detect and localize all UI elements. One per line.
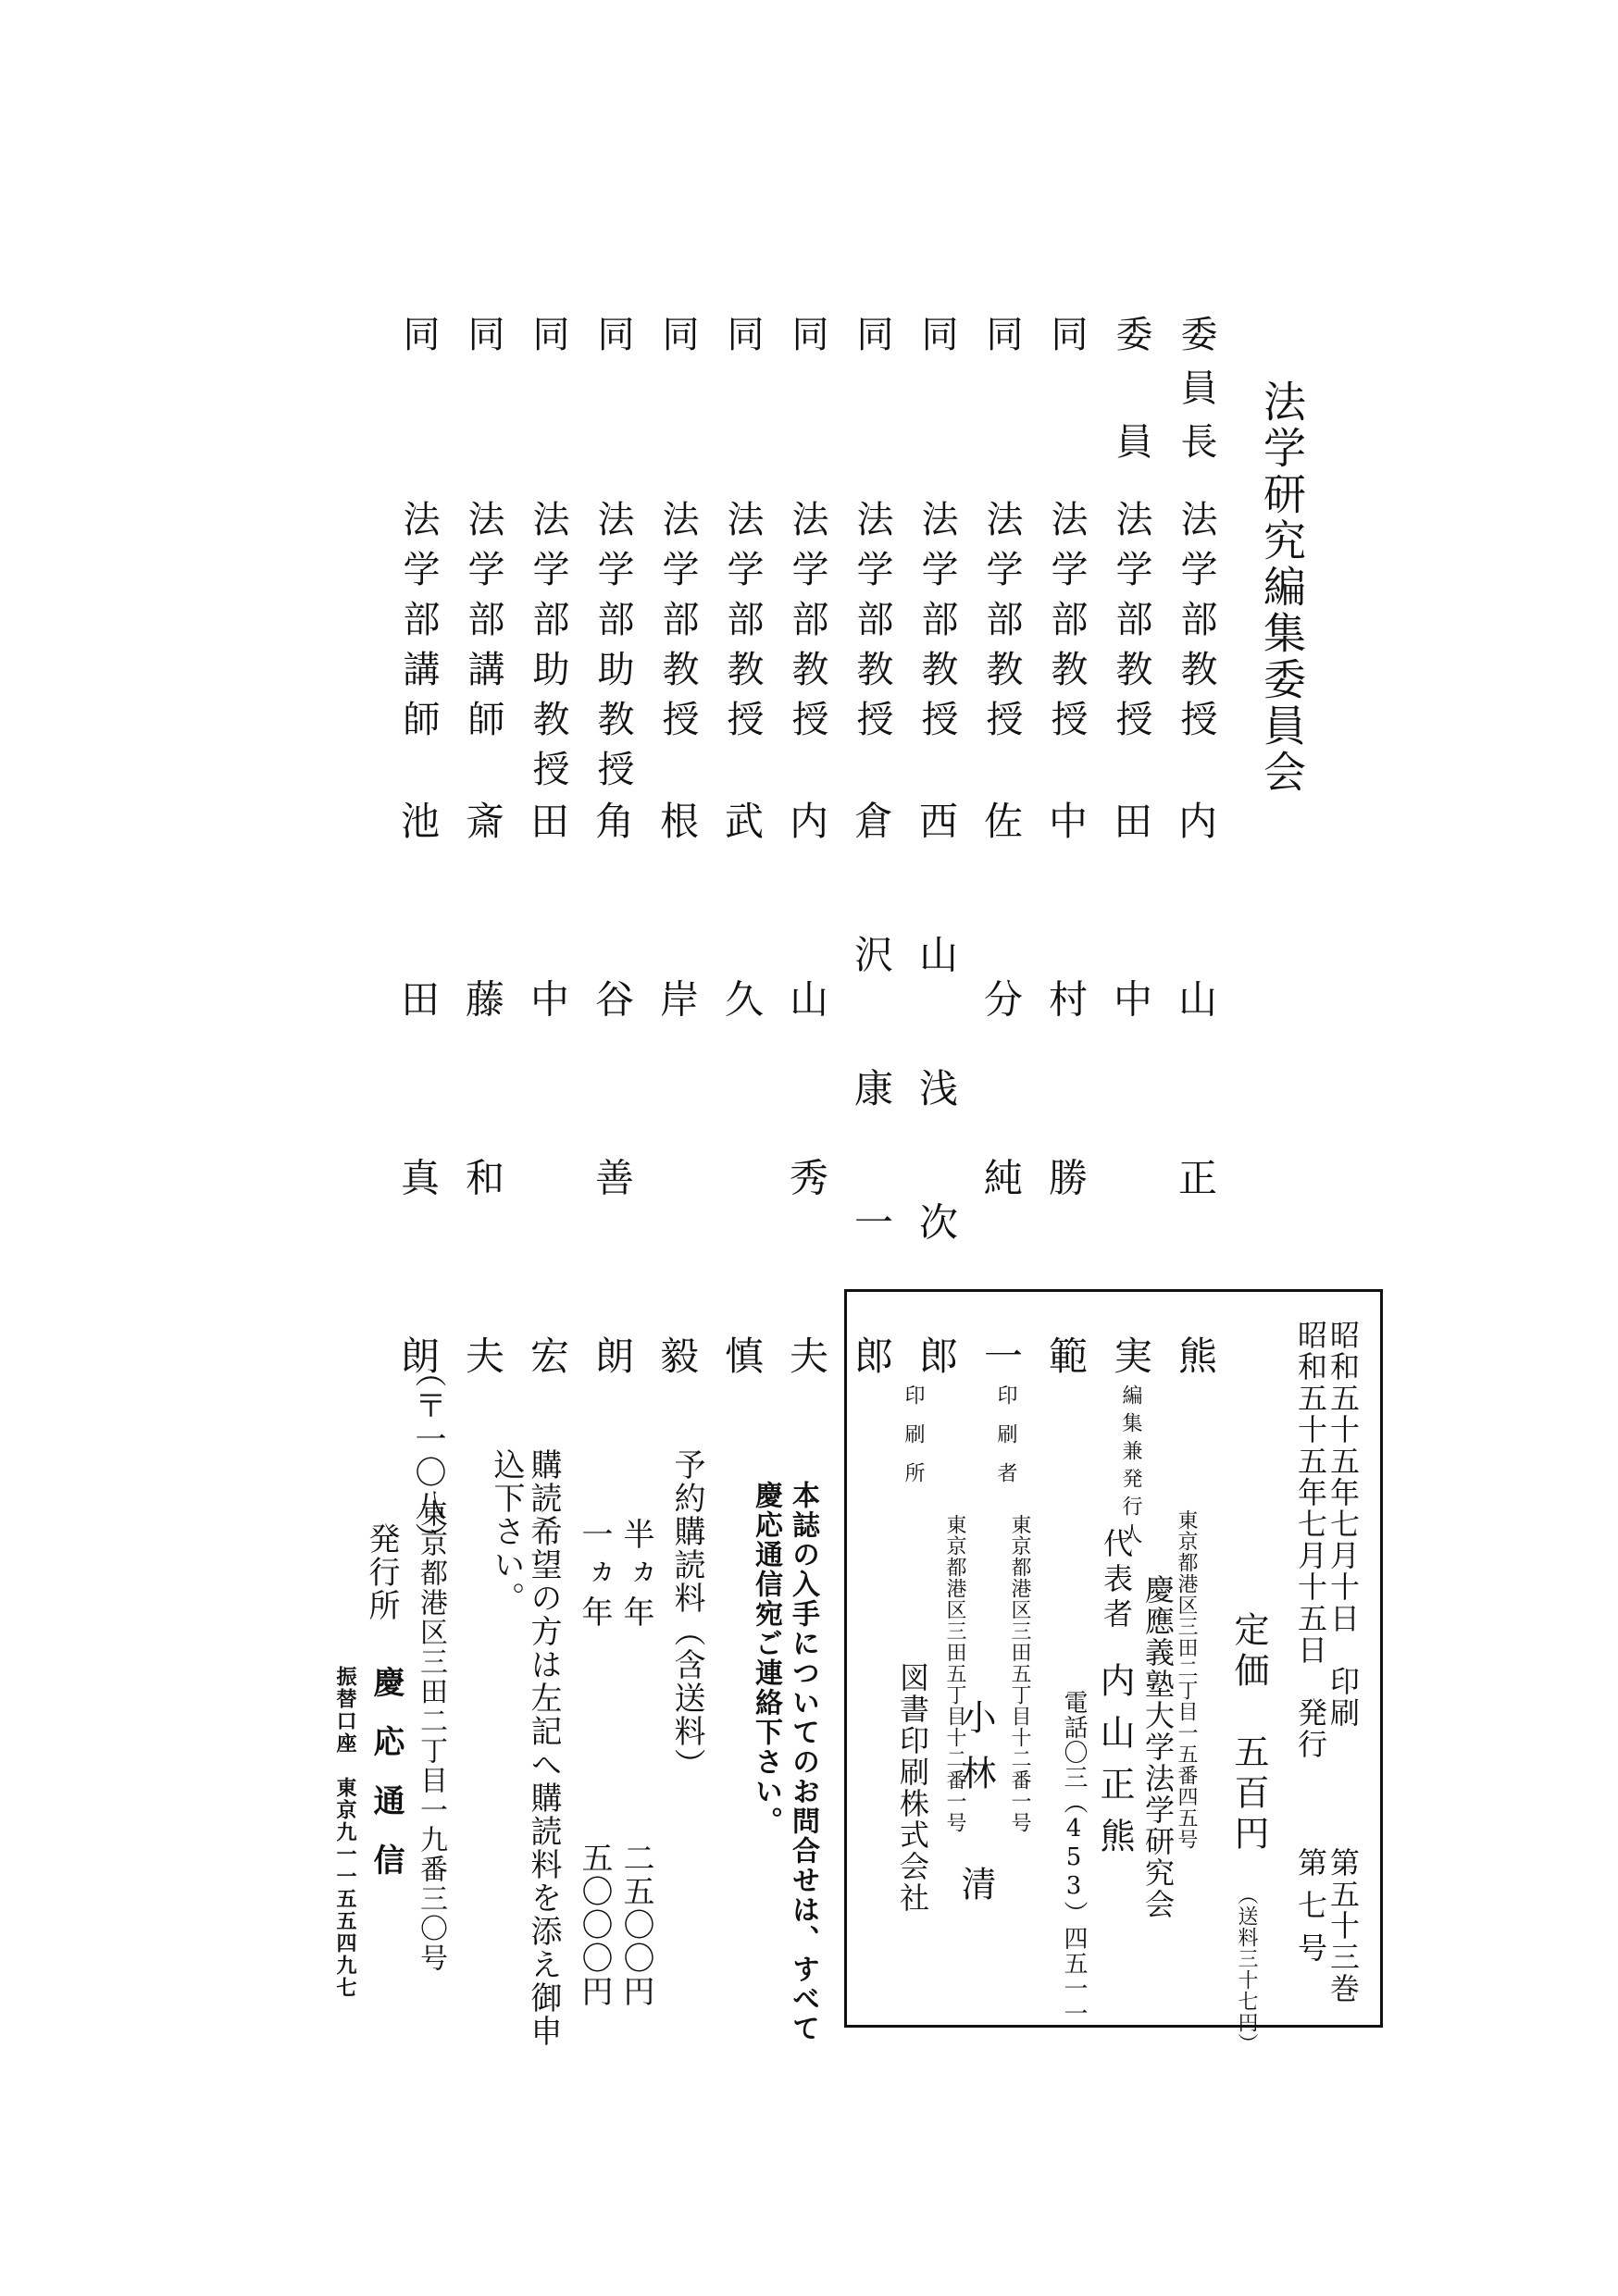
committee-member bbox=[455, 315, 520, 1374]
member-role: 同 bbox=[1045, 315, 1088, 368]
subscription-instructions-line1: 購読希望の方は左記へ購読料を添え御申 bbox=[525, 1448, 562, 2048]
member-position: 法学部教授 bbox=[1175, 500, 1217, 750]
publish-date: 昭和五十五年七月十五日 発行 bbox=[1293, 1320, 1328, 1760]
committee-member bbox=[650, 315, 715, 1374]
member-name: 池田真朗 bbox=[395, 800, 441, 1374]
publisher-name: 慶応通信 bbox=[367, 1666, 404, 1903]
member-role: 同 bbox=[915, 315, 958, 368]
member-position: 法学部助教授 bbox=[591, 500, 634, 800]
member-position: 法学部教授 bbox=[786, 500, 828, 750]
member-role: 委員長 bbox=[1175, 315, 1217, 476]
print-shop-name: 図書印刷株式会社 bbox=[895, 1662, 930, 1914]
committee-title: 法学研究編集委員会 bbox=[1257, 379, 1307, 796]
shipping-fee: （送料三十七円） bbox=[1235, 1884, 1258, 2054]
member-role: 同 bbox=[721, 315, 764, 368]
member-name: 角谷善朗 bbox=[590, 800, 635, 1374]
print-shop-address: 東京都港区三田五丁目十二番一号 bbox=[943, 1514, 966, 1833]
subscription-instructions-line2: 込下さい。 bbox=[488, 1448, 525, 1615]
committee-member bbox=[585, 315, 650, 1374]
member-position: 法学部教授 bbox=[851, 500, 893, 750]
phone-number: 電話〇三（453）四五一一 bbox=[1060, 1690, 1088, 2026]
member-role: 同 bbox=[656, 315, 699, 368]
member-position: 法学部助教授 bbox=[527, 500, 569, 800]
member-position: 法学部講師 bbox=[397, 500, 440, 750]
member-name: 中村勝範 bbox=[1043, 800, 1089, 1374]
publisher-label: 発行所 bbox=[363, 1522, 400, 1622]
member-name: 田中 宏 bbox=[525, 800, 570, 1374]
representative-label: 代表者 bbox=[1099, 1528, 1134, 1633]
volume-number: 第五十三巻 bbox=[1326, 1847, 1361, 2004]
member-name: 内山正熊 bbox=[1173, 800, 1218, 1374]
committee-member bbox=[715, 315, 779, 1374]
inquiry-notice-line1: 本誌の入手についてのお問合せは、すべて bbox=[787, 1481, 819, 2043]
committee-member bbox=[391, 315, 455, 1374]
printer-name: 小林 清 bbox=[955, 1699, 996, 1921]
issue-number: 第七号 bbox=[1293, 1847, 1328, 1975]
printer-address: 東京都港区三田五丁目十二番一号 bbox=[1008, 1514, 1031, 1833]
committee-member bbox=[779, 315, 844, 1374]
member-role: 同 bbox=[980, 315, 1023, 368]
bank-account: 振替口座 東京九一一五五四九七 bbox=[333, 1666, 357, 1999]
inquiry-notice-line2: 慶応通信宛ご連絡下さい。 bbox=[750, 1481, 782, 1836]
member-name: 武久 慎 bbox=[719, 800, 765, 1374]
member-position: 法学部教授 bbox=[915, 500, 958, 750]
member-role: 同 bbox=[462, 315, 504, 368]
committee-member bbox=[909, 315, 974, 1374]
printer-label: 印刷者 bbox=[994, 1384, 1017, 1501]
member-name: 田中 実 bbox=[1108, 800, 1153, 1374]
colophon-box bbox=[844, 1289, 1383, 2054]
committee-member bbox=[1039, 315, 1103, 1374]
half-year-label: 半ヵ年 bbox=[617, 1518, 654, 1634]
member-role: 同 bbox=[786, 315, 828, 368]
member-name: 倉沢康一郎 bbox=[849, 800, 894, 1374]
committee-member bbox=[520, 315, 585, 1374]
print-date: 昭和五十五年七月十日 印刷 bbox=[1326, 1320, 1361, 1729]
price: 定価 五百円 bbox=[1228, 1611, 1269, 1855]
member-position: 法学部教授 bbox=[980, 500, 1023, 750]
member-name: 西山浅次郎 bbox=[914, 800, 959, 1374]
member-position: 法学部講師 bbox=[462, 500, 504, 750]
print-shop-label: 印刷所 bbox=[902, 1384, 925, 1501]
member-name: 根岸 毅 bbox=[654, 800, 700, 1374]
postal-code: （〒一〇八） bbox=[409, 1356, 446, 1556]
member-name: 佐分純一 bbox=[978, 800, 1024, 1374]
member-position: 法学部教授 bbox=[1110, 500, 1152, 750]
member-position: 法学部教授 bbox=[721, 500, 764, 750]
editor-address: 東京都港区三田二丁目一五番四五号 bbox=[1175, 1509, 1198, 1850]
member-role: 同 bbox=[527, 315, 569, 368]
editor-label: 編集兼発行人 bbox=[1119, 1384, 1142, 1551]
half-year-price: 二五〇〇円 bbox=[617, 1842, 654, 2008]
representative-name: 内山正熊 bbox=[1094, 1662, 1135, 1869]
member-name: 斎藤和夫 bbox=[460, 800, 505, 1374]
one-year-price: 五〇〇〇円 bbox=[576, 1842, 613, 2008]
member-role: 同 bbox=[591, 315, 634, 368]
member-name: 内山秀夫 bbox=[784, 800, 829, 1374]
member-role: 同 bbox=[851, 315, 893, 368]
committee-member bbox=[1103, 315, 1168, 1374]
committee-member bbox=[844, 315, 909, 1374]
member-role: 委 員 bbox=[1110, 315, 1152, 476]
member-position: 法学部教授 bbox=[656, 500, 699, 750]
committee-member bbox=[974, 315, 1039, 1374]
member-role: 同 bbox=[397, 315, 440, 368]
editor-org: 慶應義塾大学法学研究会 bbox=[1140, 1574, 1176, 1920]
one-year-label: 一ヵ年 bbox=[576, 1518, 613, 1634]
member-position: 法学部教授 bbox=[1045, 500, 1088, 750]
publisher-address: 東京都港区三田二丁目一九番三〇号 bbox=[415, 1499, 447, 1973]
subscription-title: 予約購読料（含送料） bbox=[668, 1448, 705, 1781]
committee-member bbox=[1168, 315, 1233, 1374]
